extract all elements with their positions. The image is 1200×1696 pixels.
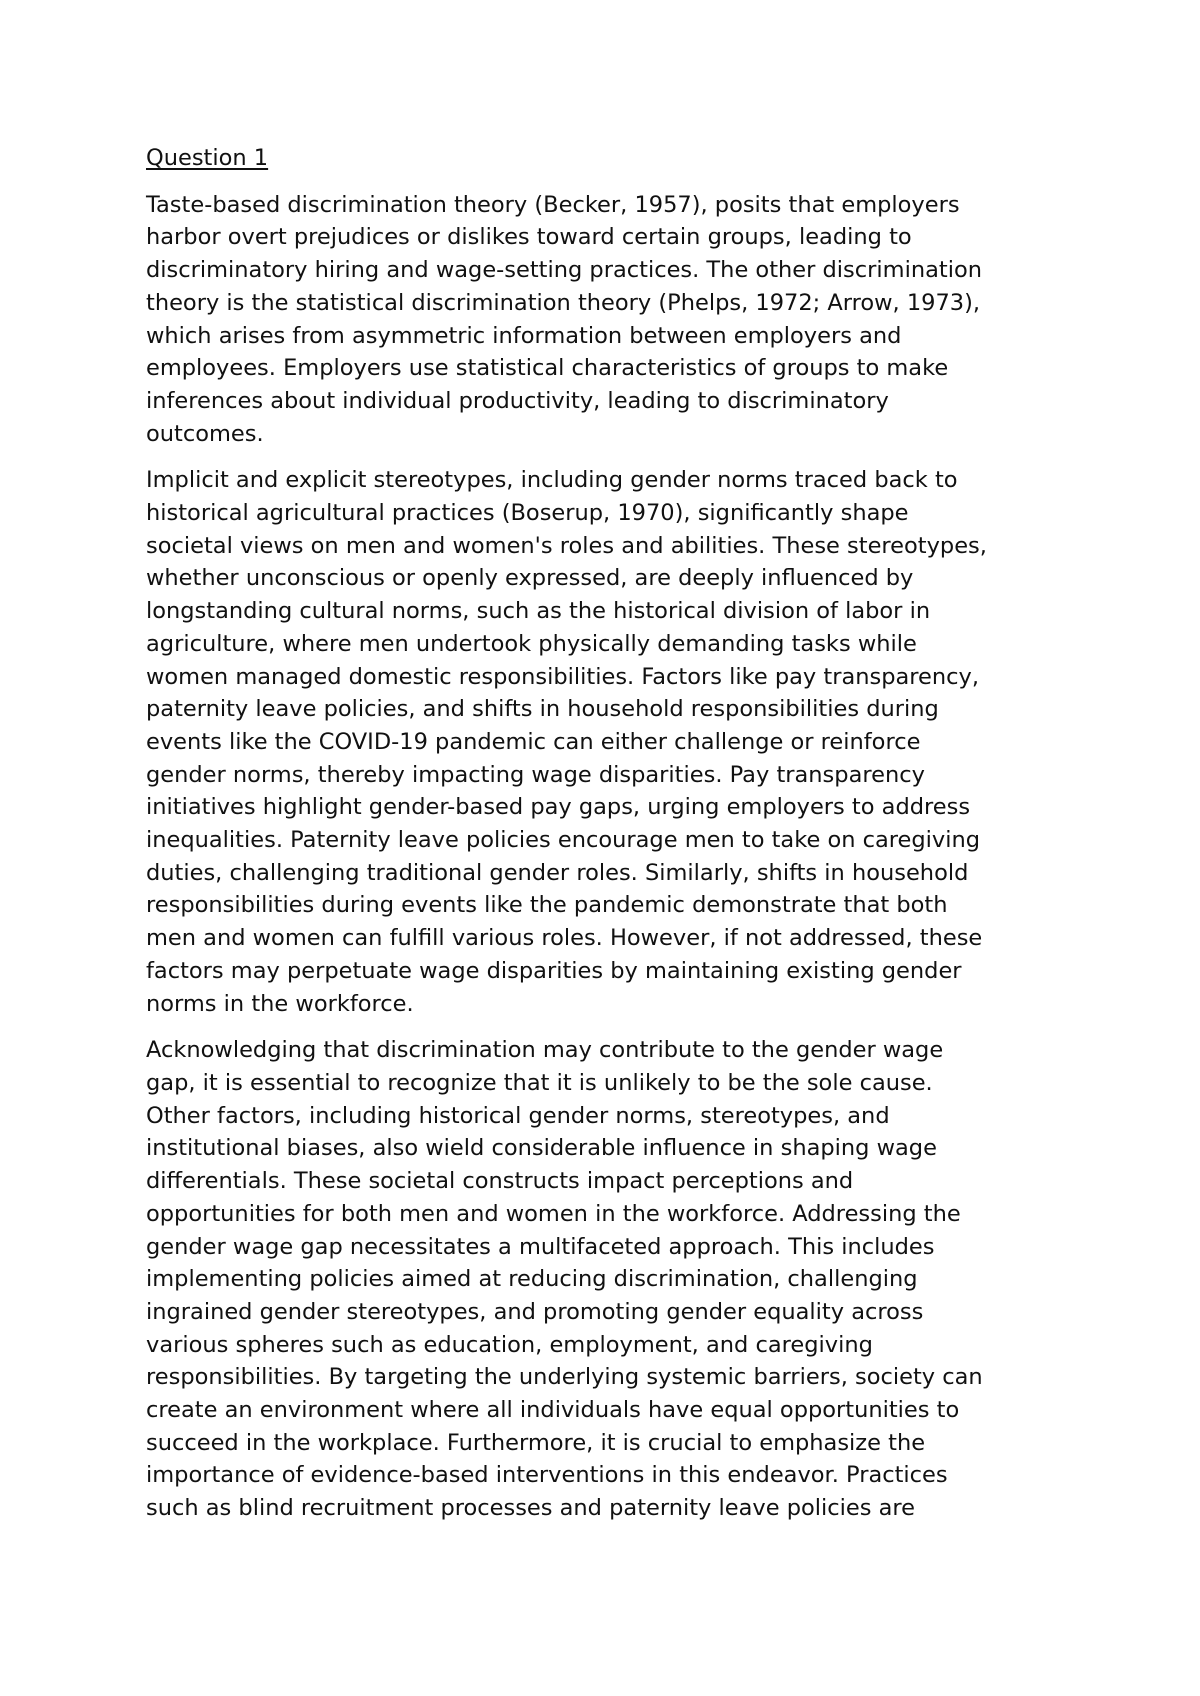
paragraph-line: historical agricultural practices (Boserup, 1970), significantly shape bbox=[146, 500, 909, 527]
paragraph-line: institutional biases, also wield considerable influence in shaping wage bbox=[146, 1135, 937, 1162]
paragraph-2 bbox=[146, 464, 1066, 1020]
paragraph-line: responsibilities. By targeting the underlying systemic barriers, society can bbox=[146, 1364, 983, 1391]
paragraph-line: ingrained gender stereotypes, and promoting gender equality across bbox=[146, 1298, 924, 1325]
paragraph-line: differentials. These societal constructs impact perceptions and bbox=[146, 1168, 854, 1195]
paragraph-line: gap, it is essential to recognize that it is unlikely to be the sole cause. bbox=[146, 1069, 933, 1096]
paragraph-line: Implicit and explicit stereotypes, including gender norms traced back to bbox=[146, 467, 958, 494]
paragraph-line: succeed in the workplace. Furthermore, it is crucial to emphasize the bbox=[146, 1429, 926, 1456]
paragraph-line: societal views on men and women's roles and abilities. These stereotypes, bbox=[146, 532, 987, 559]
paragraph-1 bbox=[146, 189, 1066, 451]
paragraph-line: gender norms, thereby impacting wage disparities. Pay transparency bbox=[146, 761, 925, 788]
paragraph-line: Taste-based discrimination theory (Becker, 1957), posits that employers bbox=[146, 191, 960, 218]
paragraph-line: Other factors, including historical gender norms, stereotypes, and bbox=[146, 1102, 890, 1129]
paragraph-line: paternity leave policies, and shifts in household responsibilities during bbox=[146, 696, 939, 723]
paragraph-line: longstanding cultural norms, such as the historical division of labor in bbox=[146, 598, 931, 625]
paragraph-line: gender wage gap necessitates a multifaceted approach. This includes bbox=[146, 1233, 935, 1260]
paragraph-3 bbox=[146, 1034, 1066, 1525]
paragraph-line: outcomes. bbox=[146, 420, 264, 447]
paragraph-line: which arises from asymmetric information between employers and bbox=[146, 322, 902, 349]
paragraph-line: various spheres such as education, employment, and caregiving bbox=[146, 1331, 873, 1358]
document-body bbox=[146, 142, 1066, 1539]
paragraph-line: opportunities for both men and women in the workforce. Addressing the bbox=[146, 1200, 961, 1227]
paragraph-line: Acknowledging that discrimination may contribute to the gender wage bbox=[146, 1037, 944, 1064]
paragraph-line: events like the COVID-19 pandemic can either challenge or reinforce bbox=[146, 728, 921, 755]
paragraph-line: inequalities. Paternity leave policies encourage men to take on caregiving bbox=[146, 827, 981, 854]
paragraph-line: theory is the statistical discrimination theory (Phelps, 1972; Arrow, 1973), bbox=[146, 289, 981, 316]
paragraph-line: inferences about individual productivity, leading to discriminatory bbox=[146, 387, 889, 414]
paragraph-line: discriminatory hiring and wage-setting practices. The other discrimination bbox=[146, 257, 982, 284]
paragraph-line: initiatives highlight gender-based pay gaps, urging employers to address bbox=[146, 794, 971, 821]
paragraph-line: norms in the workforce. bbox=[146, 990, 414, 1017]
question-heading: Question 1 bbox=[146, 145, 269, 171]
paragraph-line: such as blind recruitment processes and paternity leave policies are bbox=[146, 1495, 915, 1522]
paragraph-line: agriculture, where men undertook physically demanding tasks while bbox=[146, 630, 917, 657]
paragraph-line: importance of evidence-based interventions in this endeavor. Practices bbox=[146, 1462, 948, 1489]
paragraph-line: women managed domestic responsibilities. Factors like pay transparency, bbox=[146, 663, 979, 690]
paragraph-line: whether unconscious or openly expressed, are deeply influenced by bbox=[146, 565, 914, 592]
paragraph-line: responsibilities during events like the pandemic demonstrate that both bbox=[146, 892, 948, 919]
paragraph-line: duties, challenging traditional gender roles. Similarly, shifts in household bbox=[146, 859, 969, 886]
paragraph-line: factors may perpetuate wage disparities by maintaining existing gender bbox=[146, 957, 962, 984]
paragraph-line: implementing policies aimed at reducing discrimination, challenging bbox=[146, 1266, 918, 1293]
paragraph-line: men and women can fulfill various roles. However, if not addressed, these bbox=[146, 925, 983, 952]
paragraph-list bbox=[146, 189, 1066, 1525]
paragraph-line: create an environment where all individuals have equal opportunities to bbox=[146, 1397, 960, 1424]
paragraph-line: employees. Employers use statistical characteristics of groups to make bbox=[146, 355, 949, 382]
paragraph-line: harbor overt prejudices or dislikes toward certain groups, leading to bbox=[146, 224, 912, 251]
